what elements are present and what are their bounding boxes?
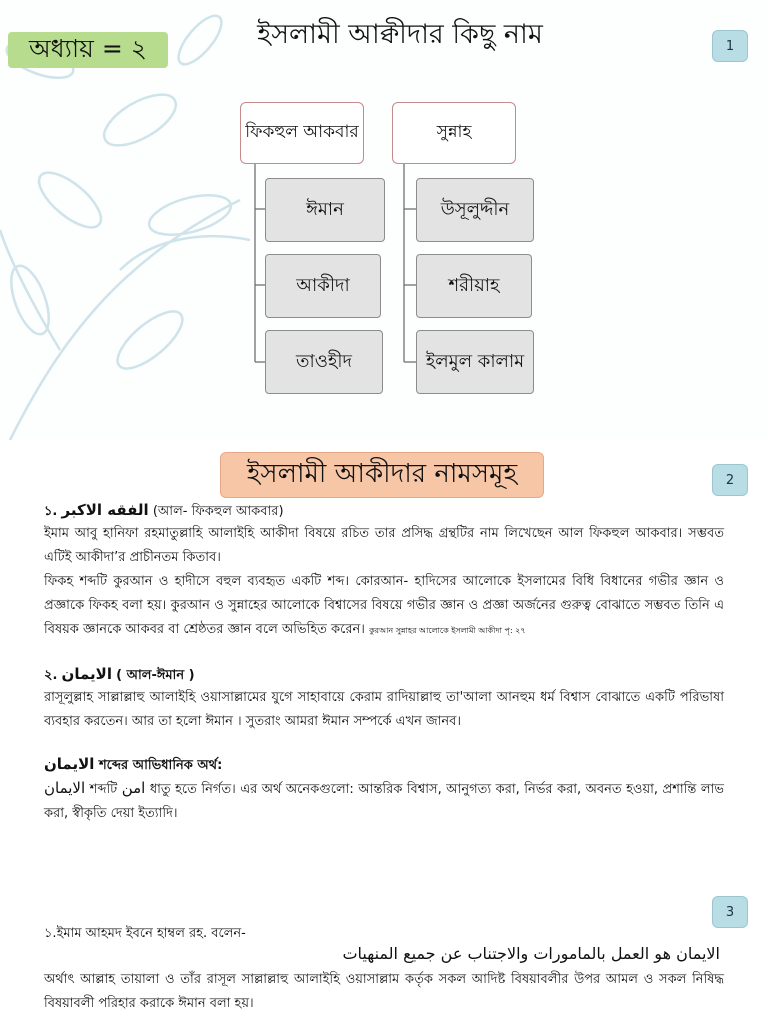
chapter-label: অধ্যায় = ২	[8, 32, 168, 68]
paragraph-2: ফিকহ শব্দটি কুরআন ও হাদীসে বহুল ব্যবহৃত একটি শব্দ। কোরআন- হাদিসের আলোকে ইসলামের বিধি বিধানের গভীর জ্ঞান ও প্রজ্ঞাকে ফিকহ বলা হয়। কুরআন ও সুন্নাহের আলোকে বিশ্বাসের বিষয়ে গভীর জ্ঞান ও প্রজ্ঞা অর্জনের গুরুত্ব বোঝাতে সম্ভবত তিনি এ বিষয়ক জ্ঞানকে আকবর বা শ্রেষ্ঠতর জ্ঞান বলে অভিহিত করেন। কুরআন সুন্নাহর আলোকে ইসলামী আকীদা পৃ: ২৭	[44, 574, 724, 637]
slide-title: ইসলামী আক্বীদার কিছু নাম	[257, 19, 543, 50]
slide-1	[0, 0, 768, 440]
quote-intro: ১.ইমাম আহমদ ইবনে হাম্বল রহ. বলেন-	[44, 926, 246, 941]
diagram-node-aqida: আকীদা	[265, 254, 381, 318]
section-heading-1: ১. الفقه الاكبر (আল- ফিকহুল আকবার)	[44, 501, 284, 519]
footnote-reference: কুরআন সুন্নাহর আলোকে ইসলামী আকীদা পৃ: ২৭	[369, 626, 526, 635]
page-number-badge: 2	[712, 464, 748, 496]
diagram-root-sunnah: সুন্নাহ	[392, 102, 516, 164]
arabic-quote: الايمان هو العمل بالمامورات والاجتناب عن جميع المنهيات	[342, 944, 720, 963]
diagram-node-shariah: শরীয়াহ	[416, 254, 532, 318]
diagram-node-usuluddin: উসূলুদ্দীন	[416, 178, 534, 242]
slide-2	[0, 446, 768, 866]
diagram-node-iman: ঈমান	[265, 178, 385, 242]
diagram-node-ilmul-kalam: ইলমুল কালাম	[416, 330, 534, 394]
page-number-badge: 3	[712, 896, 748, 928]
diagram-node-tawhid: তাওহীদ	[265, 330, 383, 394]
slide-3	[0, 872, 768, 1024]
paragraph-translation: অর্থাৎ আল্লাহ তায়ালা ও তাঁর রাসূল সাল্লাল্লাহু আলাইহি ওয়াসাল্লাম কর্তৃক সকল আদিষ্ট বিষয়াবলীর উপর আমল ও সকল নিষিদ্ধ বিষয়াবলী পরিহার করাকে ঈমান বলা হয়।	[44, 972, 724, 1011]
slide-title: ইসলামী আকীদার নামসমূহ	[220, 452, 544, 498]
paragraph-4: الايمان শব্দটি امن ধাতু হতে নির্গত। এর অর্থ অনেকগুলো: আন্তরিক বিশ্বাস, আনুগত্য করা, নির্ভর করা, অবনত হওয়া, প্রশান্তি লাভ করা, স্বীকৃতি দেয়া ইত্যাদি।	[44, 779, 724, 821]
paragraph-3: রাসূলুল্লাহ সাল্লাল্লাহু আলাইহি ওয়াসাল্লামের যুগে সাহাবায়ে কেরাম রাদিয়াল্লাহু তা'আলা আনহুম ধর্ম বিশ্বাস বোঝাতে একটি পরিভাষা ব্যবহার করতেন। আর তা হলো ঈমান । সুতরাং আমরা ঈমান সম্পর্কে এখন জানব।	[44, 690, 724, 729]
paragraph-1: ইমাম আবু হানিফা রহমাতুল্লাহি আলাইহি আকীদা বিষয়ে রচিত তার প্রসিদ্ধ গ্রন্থটির নাম লিখেছেন আল ফিকহুল আকবার। সম্ভবত এটিই আকীদা’র প্রাচীনতম কিতাব।	[44, 526, 724, 565]
diagram-root-fiqhul-akbar: ফিকহুল আকবার	[240, 102, 364, 164]
page-number-badge: 1	[712, 30, 748, 62]
section-heading-2: ২. الايمان ( আল-ঈমান )	[44, 665, 195, 683]
section-heading-3: الايمان শব্দের আভিধানিক অর্থ:	[44, 755, 223, 773]
